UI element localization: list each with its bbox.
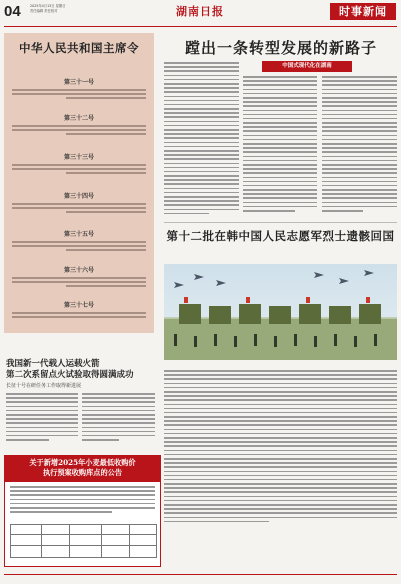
feature-col3 bbox=[322, 76, 397, 214]
footer-rule bbox=[4, 574, 397, 575]
presidential-orders-box bbox=[4, 33, 154, 333]
wheat-purchase-notice[interactable] bbox=[4, 455, 161, 567]
feature-banner-text: 中国式现代化在湖南 bbox=[282, 63, 332, 69]
notice-title-line2: 执行预案收购库点的公告 bbox=[42, 468, 123, 477]
order-number: 第三十七号 bbox=[63, 302, 94, 309]
photo-story-body bbox=[164, 370, 397, 525]
feature-col2 bbox=[243, 76, 317, 214]
order-item bbox=[12, 152, 146, 176]
order-item bbox=[12, 300, 146, 320]
rocket-headline-line1: 我国新一代载人运载火箭 bbox=[6, 359, 100, 369]
header-rule bbox=[4, 26, 397, 27]
notice-header bbox=[5, 456, 160, 482]
notice-table bbox=[10, 524, 157, 558]
presidential-orders-title: 中华人民共和国主席令 bbox=[19, 41, 139, 55]
ceremony-photo-illustration bbox=[164, 264, 397, 360]
feature-headline[interactable]: 蹚出一条转型发展的新路子 bbox=[184, 39, 377, 57]
order-number: 第三十三号 bbox=[63, 154, 94, 161]
feature-banner bbox=[262, 61, 352, 72]
ceremony-photo bbox=[164, 264, 397, 360]
editor-line: 责任编辑 责任校对 bbox=[30, 9, 58, 13]
section-label bbox=[330, 3, 396, 20]
order-number: 第三十五号 bbox=[63, 231, 94, 238]
order-number: 第三十二号 bbox=[63, 115, 94, 122]
rocket-news-subtitle: 长征十号在研任务工作取得新进展 bbox=[6, 383, 82, 389]
section-label-text: 时事新闻 bbox=[339, 5, 387, 18]
issue-date bbox=[30, 4, 90, 14]
feature-col1 bbox=[164, 62, 239, 217]
rocket-headline-line2: 第二次系留点火试验取得圆满成功 bbox=[6, 370, 134, 380]
rocket-news-headline[interactable] bbox=[6, 359, 156, 381]
photo-story-headline[interactable]: 第十二批在韩中国人民志愿军烈士遗骸回国 bbox=[166, 229, 395, 243]
order-item bbox=[12, 265, 146, 289]
notice-title-line1: 关于新增2025年小麦最低收购价 bbox=[29, 458, 136, 467]
order-item bbox=[12, 113, 146, 137]
order-item bbox=[12, 229, 146, 253]
notice-body bbox=[10, 486, 155, 515]
rocket-article-col1 bbox=[6, 393, 78, 443]
section-divider bbox=[164, 222, 397, 223]
order-item bbox=[12, 191, 146, 215]
rocket-article-col2 bbox=[82, 393, 155, 443]
issue-date-line: 2025年4月13日 星期日 bbox=[30, 4, 66, 8]
order-number: 第三十一号 bbox=[63, 79, 94, 86]
order-number: 第三十六号 bbox=[63, 267, 94, 274]
order-number: 第三十四号 bbox=[63, 193, 94, 200]
page-header bbox=[0, 0, 401, 27]
masthead-logo: 湖南日报 bbox=[176, 5, 224, 18]
order-item bbox=[12, 77, 146, 101]
page-number: 04 bbox=[4, 3, 21, 20]
